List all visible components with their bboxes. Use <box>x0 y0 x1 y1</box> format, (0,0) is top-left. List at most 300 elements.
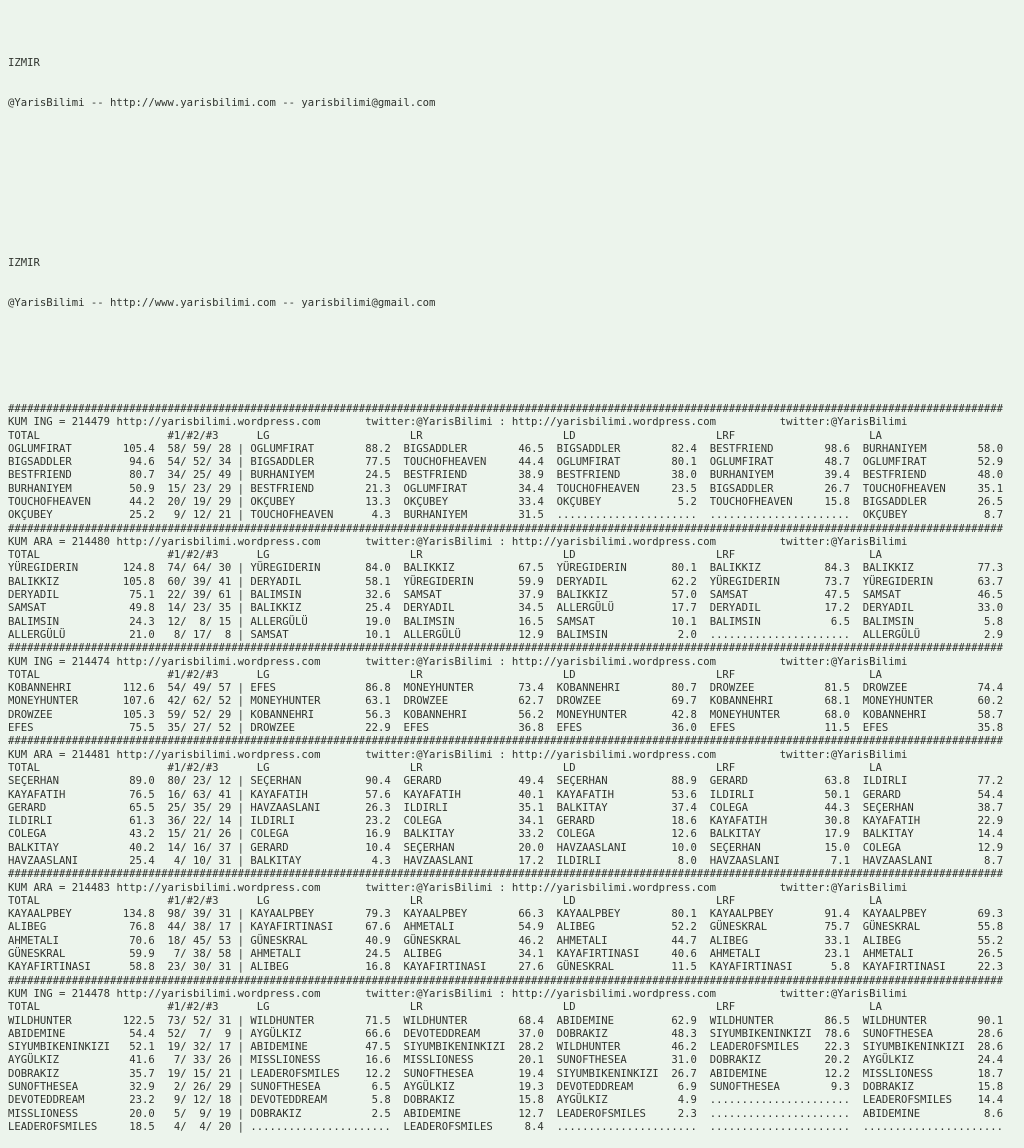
la-value: 14.4 <box>964 828 1004 841</box>
lr-value: 59.9 <box>505 575 544 588</box>
section-title-line <box>8 988 1024 1001</box>
lg-value: 5.8 <box>352 1094 391 1107</box>
lr-value: 28.2 <box>505 1041 544 1054</box>
col-header-stats: #1/#2/#3 <box>167 668 257 681</box>
lr-horse-name: KAYAFATIH <box>390 788 506 801</box>
lr-value: 12.9 <box>505 628 544 641</box>
race-tables <box>8 403 1024 1134</box>
total-points: 44.2 <box>110 495 155 508</box>
horse-name: SAMSAT <box>8 602 111 615</box>
la-horse-name: LEADEROFSMILES <box>850 1094 965 1107</box>
col-header-lr: LR <box>409 1001 563 1014</box>
page-header <box>8 31 1024 377</box>
ld-horse-name: YÜREGIDERIN <box>543 562 659 575</box>
lrf-value: 86.5 <box>811 1014 851 1027</box>
la-horse-name: COLEGA <box>850 841 965 854</box>
twitter-handle: twitter:@YarisBilimi <box>716 987 908 1000</box>
lrf-horse-name: GÜNESKRAL <box>696 921 812 934</box>
blog-url: http://yarisbilimi.wordpress.com <box>511 655 717 668</box>
horse-name: SEÇERHAN <box>8 775 111 788</box>
total-points: 105.3 <box>110 708 155 721</box>
lrf-value: 30.8 <box>811 815 851 828</box>
column-divider: | <box>231 1014 251 1027</box>
la-value: 77.2 <box>964 775 1004 788</box>
ld-value: 44.7 <box>658 934 697 947</box>
finish-stats: 74/ 64/ 30 <box>154 562 232 575</box>
column-divider: | <box>231 1054 251 1067</box>
column-divider: | <box>231 495 251 508</box>
lrf-horse-name: BESTFRIEND <box>696 442 812 455</box>
la-value: 8.7 <box>964 509 1004 522</box>
la-value: 77.3 <box>964 562 1004 575</box>
table-row <box>8 1041 1024 1054</box>
total-points: 49.8 <box>110 602 155 615</box>
la-value: 38.7 <box>964 801 1004 814</box>
la-value: 90.1 <box>964 1014 1004 1027</box>
col-header-total: TOTAL <box>8 1001 168 1014</box>
column-divider: | <box>231 695 251 708</box>
total-points: 50.9 <box>110 482 155 495</box>
lr-horse-name: BALIMSIN <box>390 615 506 628</box>
col-header-lrf: LRF <box>715 549 870 562</box>
blog-url: http://yarisbilimi.wordpress.com <box>110 416 321 429</box>
ld-horse-name: DEVOTEDDREAM <box>543 1081 659 1094</box>
blank-line <box>8 177 1024 190</box>
column-header-line <box>8 669 1024 682</box>
column-divider: | <box>231 722 251 735</box>
lg-value: 71.5 <box>352 1014 391 1027</box>
la-horse-name: SEÇERHAN <box>850 801 965 814</box>
total-points: 35.7 <box>110 1067 155 1080</box>
twitter-handle: twitter:@YarisBilimi <box>716 416 908 429</box>
table-row <box>8 935 1024 948</box>
col-header-la: LA <box>869 1001 882 1014</box>
ld-horse-name: DERYADIL <box>543 575 659 588</box>
column-divider: | <box>231 1067 251 1080</box>
lg-horse-name: MONEYHUNTER <box>250 695 353 708</box>
total-points: 32.9 <box>110 1081 155 1094</box>
la-value: 54.4 <box>964 788 1004 801</box>
section-title-line <box>8 536 1024 549</box>
table-row <box>8 1094 1024 1107</box>
ld-horse-name: COLEGA <box>543 828 659 841</box>
twitter-handle: twitter:@YarisBilimi <box>320 881 493 894</box>
table-row <box>8 948 1024 961</box>
col-header-ld: LD <box>562 429 716 442</box>
la-horse-name: WILDHUNTER <box>850 1014 965 1027</box>
lg-value: 24.5 <box>352 948 391 961</box>
la-horse-name: HAVZAASLANI <box>850 855 965 867</box>
lg-horse-name: BIGSADDLER <box>250 456 353 469</box>
lg-value: 19.0 <box>352 615 391 628</box>
table-row <box>8 961 1024 974</box>
lg-value: 84.0 <box>352 562 391 575</box>
finish-stats: 9/ 12/ 18 <box>154 1094 232 1107</box>
total-points: 134.8 <box>110 908 155 921</box>
ld-empty-dots: ...................... <box>543 509 697 522</box>
ld-horse-name: OGLUMFIRAT <box>543 456 659 469</box>
horse-name: DOBRAKIZ <box>8 1067 111 1080</box>
lr-horse-name: LEADEROFSMILES <box>390 1120 506 1133</box>
ld-horse-name: SUNOFTHESEA <box>543 1054 659 1067</box>
ld-value: 80.1 <box>658 562 697 575</box>
lr-value: 56.2 <box>505 708 544 721</box>
la-horse-name: DROWZEE <box>850 682 965 695</box>
table-row <box>8 921 1024 934</box>
finish-stats: 8/ 17/ 8 <box>154 628 232 641</box>
blog-url: http://yarisbilimi.wordpress.com <box>511 535 717 548</box>
lr-value: 34.4 <box>505 482 544 495</box>
ld-value: 17.7 <box>658 602 697 615</box>
lg-value: 21.3 <box>352 482 391 495</box>
finish-stats: 54/ 49/ 57 <box>154 682 232 695</box>
colon-separator: : <box>492 748 512 761</box>
finish-stats: 5/ 9/ 19 <box>154 1107 232 1120</box>
ld-horse-name: BALIKKIZ <box>543 589 659 602</box>
lr-horse-name: TOUCHOFHEAVEN <box>390 456 506 469</box>
column-divider: | <box>231 1081 251 1094</box>
total-points: 18.5 <box>110 1120 155 1133</box>
blog-url: http://yarisbilimi.wordpress.com <box>110 987 321 1000</box>
lg-value: 2.5 <box>352 1107 391 1120</box>
lr-horse-name: KOBANNEHRI <box>390 708 506 721</box>
finish-stats: 22/ 39/ 61 <box>154 589 232 602</box>
lg-value: 77.5 <box>352 456 391 469</box>
ld-horse-name: KOBANNEHRI <box>543 682 659 695</box>
table-row <box>8 1081 1024 1094</box>
lr-horse-name: ILDIRLI <box>390 801 506 814</box>
ld-value: 69.7 <box>658 695 697 708</box>
ld-value: 10.1 <box>658 615 697 628</box>
lg-horse-name: TOUCHOFHEAVEN <box>250 509 353 522</box>
lrf-horse-name: KOBANNEHRI <box>696 695 812 708</box>
ld-value: 5.2 <box>658 495 697 508</box>
lr-horse-name: MONEYHUNTER <box>390 682 506 695</box>
la-value: 74.4 <box>964 682 1004 695</box>
lg-value: 16.9 <box>352 828 391 841</box>
total-points: 122.5 <box>110 1014 155 1027</box>
blog-url: http://yarisbilimi.wordpress.com <box>511 748 717 761</box>
race-id: KUM ING = 214479 <box>8 416 111 429</box>
column-header-line <box>8 549 1024 562</box>
col-header-lrf: LRF <box>715 668 870 681</box>
ld-value: 52.2 <box>658 921 697 934</box>
lrf-value: 91.4 <box>811 908 851 921</box>
horse-name: OGLUMFIRAT <box>8 442 111 455</box>
column-divider: | <box>231 801 251 814</box>
lr-horse-name: AYGÜLKIZ <box>390 1081 506 1094</box>
ld-value: 8.0 <box>658 855 697 867</box>
horse-name: AHMETALI <box>8 934 111 947</box>
lr-value: 73.4 <box>505 682 544 695</box>
col-header-ld: LD <box>562 668 716 681</box>
horse-name: BALIMSIN <box>8 615 111 628</box>
col-header-lg: LG <box>256 1001 410 1014</box>
finish-stats: 18/ 45/ 53 <box>154 934 232 947</box>
column-divider: | <box>231 456 251 469</box>
ld-value: 31.0 <box>658 1054 697 1067</box>
lg-value: 24.5 <box>352 469 391 482</box>
horse-name: BURHANIYEM <box>8 482 111 495</box>
lr-horse-name: SAMSAT <box>390 589 506 602</box>
blog-url: http://yarisbilimi.wordpress.com <box>511 987 717 1000</box>
lrf-value: 81.5 <box>811 682 851 695</box>
blank-line <box>8 336 1024 349</box>
lrf-value: 39.4 <box>811 469 851 482</box>
lrf-value: 68.1 <box>811 695 851 708</box>
lr-value: 46.2 <box>505 934 544 947</box>
col-header-la: LA <box>869 761 882 774</box>
horse-name: KAYAFIRTINASI <box>8 961 111 974</box>
horse-name: EFES <box>8 722 111 735</box>
col-header-total: TOTAL <box>8 668 168 681</box>
lr-value: 38.9 <box>505 469 544 482</box>
lr-value: 67.5 <box>505 562 544 575</box>
table-row <box>8 456 1024 469</box>
lr-value: 46.5 <box>505 442 544 455</box>
la-value: 22.9 <box>964 815 1004 828</box>
lg-value: 23.2 <box>352 815 391 828</box>
ld-horse-name: BIGSADDLER <box>543 442 659 455</box>
location-line: IZMIR <box>8 57 40 70</box>
column-header-line <box>8 430 1024 443</box>
col-header-ld: LD <box>562 761 716 774</box>
la-horse-name: BURHANIYEM <box>850 442 965 455</box>
ld-value: 26.7 <box>658 1067 697 1080</box>
lr-horse-name: SEÇERHAN <box>390 841 506 854</box>
total-points: 61.3 <box>110 815 155 828</box>
la-value: 69.3 <box>964 908 1004 921</box>
lrf-empty-dots: ...................... <box>696 1094 851 1107</box>
lr-value: 15.8 <box>505 1094 544 1107</box>
lrf-value: 48.7 <box>811 456 851 469</box>
column-divider: | <box>231 934 251 947</box>
horse-name: AYGÜLKIZ <box>8 1054 111 1067</box>
la-horse-name: BALIMSIN <box>850 615 965 628</box>
finish-stats: 52/ 7/ 9 <box>154 1027 232 1040</box>
lr-horse-name: YÜREGIDERIN <box>390 575 506 588</box>
ld-horse-name: ABIDEMINE <box>543 1014 659 1027</box>
lg-value: 57.6 <box>352 788 391 801</box>
ld-horse-name: DROWZEE <box>543 695 659 708</box>
lr-horse-name: MISSLIONESS <box>390 1054 506 1067</box>
lrf-empty-dots: ...................... <box>696 1120 850 1133</box>
total-points: 89.0 <box>110 775 155 788</box>
la-horse-name: ILDIRLI <box>850 775 965 788</box>
column-divider: | <box>231 589 251 602</box>
ld-value: 10.0 <box>658 841 697 854</box>
lrf-horse-name: KAYAALPBEY <box>696 908 812 921</box>
la-value: 35.1 <box>964 482 1004 495</box>
ld-value: 80.1 <box>658 908 697 921</box>
lr-value: 31.5 <box>505 509 544 522</box>
table-row <box>8 1028 1024 1041</box>
lg-value: 79.3 <box>352 908 391 921</box>
contact-line: @YarisBilimi -- http://www.yarisbilimi.com -- yarisbilimi@gmail.com <box>8 97 436 110</box>
horse-name: KOBANNEHRI <box>8 682 111 695</box>
la-horse-name: AHMETALI <box>850 948 965 961</box>
ld-horse-name: AHMETALI <box>543 934 659 947</box>
separator-line: ############################################################################################################################################################ <box>8 402 1003 415</box>
finish-stats: 4/ 4/ 20 <box>154 1120 232 1133</box>
twitter-handle: twitter:@YarisBilimi <box>320 535 493 548</box>
finish-stats: 54/ 52/ 34 <box>154 456 232 469</box>
race-id: KUM ARA = 214483 <box>8 881 111 894</box>
table-row <box>8 576 1024 589</box>
lg-horse-name: ALIBEG <box>250 961 353 974</box>
column-divider: | <box>231 509 251 522</box>
lg-horse-name: GÜNESKRAL <box>250 934 353 947</box>
column-divider: | <box>231 788 251 801</box>
lg-value: 66.6 <box>352 1027 391 1040</box>
lrf-empty-dots: ...................... <box>696 1107 851 1120</box>
lr-horse-name: GERARD <box>390 775 506 788</box>
la-value: 28.6 <box>964 1027 1004 1040</box>
total-points: 52.1 <box>110 1041 155 1054</box>
lg-horse-name: KOBANNEHRI <box>250 708 353 721</box>
lg-horse-name: BALIKKIZ <box>250 602 353 615</box>
lrf-horse-name: HAVZAASLANI <box>696 855 812 867</box>
horse-name: KAYAFATIH <box>8 788 111 801</box>
race-id: KUM ING = 214474 <box>8 655 111 668</box>
table-row <box>8 509 1024 522</box>
finish-stats: 15/ 21/ 26 <box>154 828 232 841</box>
colon-separator: : <box>492 416 512 429</box>
section-title-line <box>8 749 1024 762</box>
total-points: 54.4 <box>110 1027 155 1040</box>
blog-url: http://yarisbilimi.wordpress.com <box>110 535 321 548</box>
lrf-horse-name: DERYADIL <box>696 602 812 615</box>
lr-horse-name: SIYUMBIKENINKIZI <box>390 1041 506 1054</box>
lr-horse-name: BALIKKIZ <box>390 562 506 575</box>
table-row <box>8 1108 1024 1121</box>
la-horse-name: MONEYHUNTER <box>850 695 965 708</box>
twitter-handle: twitter:@YarisBilimi <box>320 748 493 761</box>
blog-url: http://yarisbilimi.wordpress.com <box>110 748 321 761</box>
finish-stats: 59/ 52/ 29 <box>154 708 232 721</box>
ld-value: 18.6 <box>658 815 697 828</box>
total-points: 65.5 <box>110 801 155 814</box>
horse-name: ALLERGÜLÜ <box>8 628 111 641</box>
lr-value: 33.4 <box>505 495 544 508</box>
column-divider: | <box>231 948 251 961</box>
table-row <box>8 443 1024 456</box>
table-row <box>8 1054 1024 1067</box>
horse-name: BIGSADDLER <box>8 456 111 469</box>
col-header-total: TOTAL <box>8 761 168 774</box>
lg-value: 16.6 <box>352 1054 391 1067</box>
table-row <box>8 1015 1024 1028</box>
lr-horse-name: OKÇUBEY <box>390 495 506 508</box>
lr-value: 20.0 <box>505 841 544 854</box>
table-row <box>8 815 1024 828</box>
table-row <box>8 842 1024 855</box>
finish-stats: 19/ 32/ 17 <box>154 1041 232 1054</box>
ld-horse-name: ILDIRLI <box>543 855 659 867</box>
lg-value: 56.3 <box>352 708 391 721</box>
location-line: IZMIR <box>8 256 40 269</box>
lrf-value: 15.0 <box>811 841 851 854</box>
separator-line: ############################################################################################################################################################ <box>8 735 1003 748</box>
lg-horse-name: OKÇUBEY <box>250 495 353 508</box>
la-value: 15.8 <box>964 1081 1004 1094</box>
lg-horse-name: ILDIRLI <box>250 815 353 828</box>
lr-horse-name: DOBRAKIZ <box>390 1094 506 1107</box>
lrf-horse-name: ALIBEG <box>696 934 812 947</box>
la-horse-name: SAMSAT <box>850 589 965 602</box>
column-divider: | <box>231 682 251 695</box>
lrf-value: 5.8 <box>811 961 851 974</box>
total-points: 41.6 <box>110 1054 155 1067</box>
lg-value: 16.8 <box>352 961 391 974</box>
lr-value: 33.2 <box>505 828 544 841</box>
lrf-horse-name: AHMETALI <box>696 948 812 961</box>
la-horse-name: SIYUMBIKENINKIZI <box>850 1041 965 1054</box>
lr-value: 66.3 <box>505 908 544 921</box>
lrf-horse-name: WILDHUNTER <box>696 1014 812 1027</box>
la-value: 58.7 <box>964 708 1004 721</box>
lr-horse-name: KAYAALPBEY <box>390 908 506 921</box>
la-value: 26.5 <box>964 495 1004 508</box>
lrf-horse-name: BALIKKIZ <box>696 562 812 575</box>
col-header-lr: LR <box>409 761 563 774</box>
la-empty-dots: ...................... <box>849 1120 1004 1133</box>
blog-url: http://yarisbilimi.wordpress.com <box>110 655 321 668</box>
la-horse-name: OGLUMFIRAT <box>850 456 965 469</box>
la-value: 22.3 <box>964 961 1004 974</box>
twitter-handle: twitter:@YarisBilimi <box>716 748 908 761</box>
ld-horse-name: KAYAALPBEY <box>543 908 659 921</box>
table-row <box>8 682 1024 695</box>
lr-horse-name: BIGSADDLER <box>390 442 506 455</box>
twitter-handle: twitter:@YarisBilimi <box>320 416 493 429</box>
la-value: 2.9 <box>964 628 1004 641</box>
horse-name: BALKITAY <box>8 841 111 854</box>
total-points: 80.7 <box>110 469 155 482</box>
total-points: 21.0 <box>110 628 155 641</box>
race-id: KUM ING = 214478 <box>8 987 111 1000</box>
lg-value: 6.5 <box>352 1081 391 1094</box>
ld-horse-name: ALLERGÜLÜ <box>543 602 659 615</box>
col-header-total: TOTAL <box>8 894 168 907</box>
col-header-lrf: LRF <box>715 761 870 774</box>
lrf-value: 20.2 <box>811 1054 851 1067</box>
horse-name: MISSLIONESS <box>8 1107 111 1120</box>
blog-url: http://yarisbilimi.wordpress.com <box>511 881 717 894</box>
lrf-value: 23.1 <box>811 948 851 961</box>
lg-value: 88.2 <box>352 442 391 455</box>
total-points: 40.2 <box>110 841 155 854</box>
column-divider: | <box>231 855 251 867</box>
lrf-value: 47.5 <box>811 589 851 602</box>
total-points: 107.6 <box>110 695 155 708</box>
col-header-total: TOTAL <box>8 549 168 562</box>
total-points: 25.2 <box>110 509 155 522</box>
ld-value: 2.3 <box>658 1107 697 1120</box>
ld-horse-name: DOBRAKIZ <box>543 1027 659 1040</box>
lrf-value: 15.8 <box>811 495 851 508</box>
lrf-empty-dots: ...................... <box>696 509 850 522</box>
twitter-handle: twitter:@YarisBilimi <box>716 655 908 668</box>
la-horse-name: BESTFRIEND <box>850 469 965 482</box>
lr-horse-name: DERYADIL <box>390 602 506 615</box>
section-title-line <box>8 656 1024 669</box>
lg-horse-name: ALLERGÜLÜ <box>250 615 353 628</box>
lr-value: 62.7 <box>505 695 544 708</box>
horse-name: GERARD <box>8 801 111 814</box>
ld-horse-name: GÜNESKRAL <box>543 961 659 974</box>
lr-horse-name: GÜNESKRAL <box>390 934 506 947</box>
